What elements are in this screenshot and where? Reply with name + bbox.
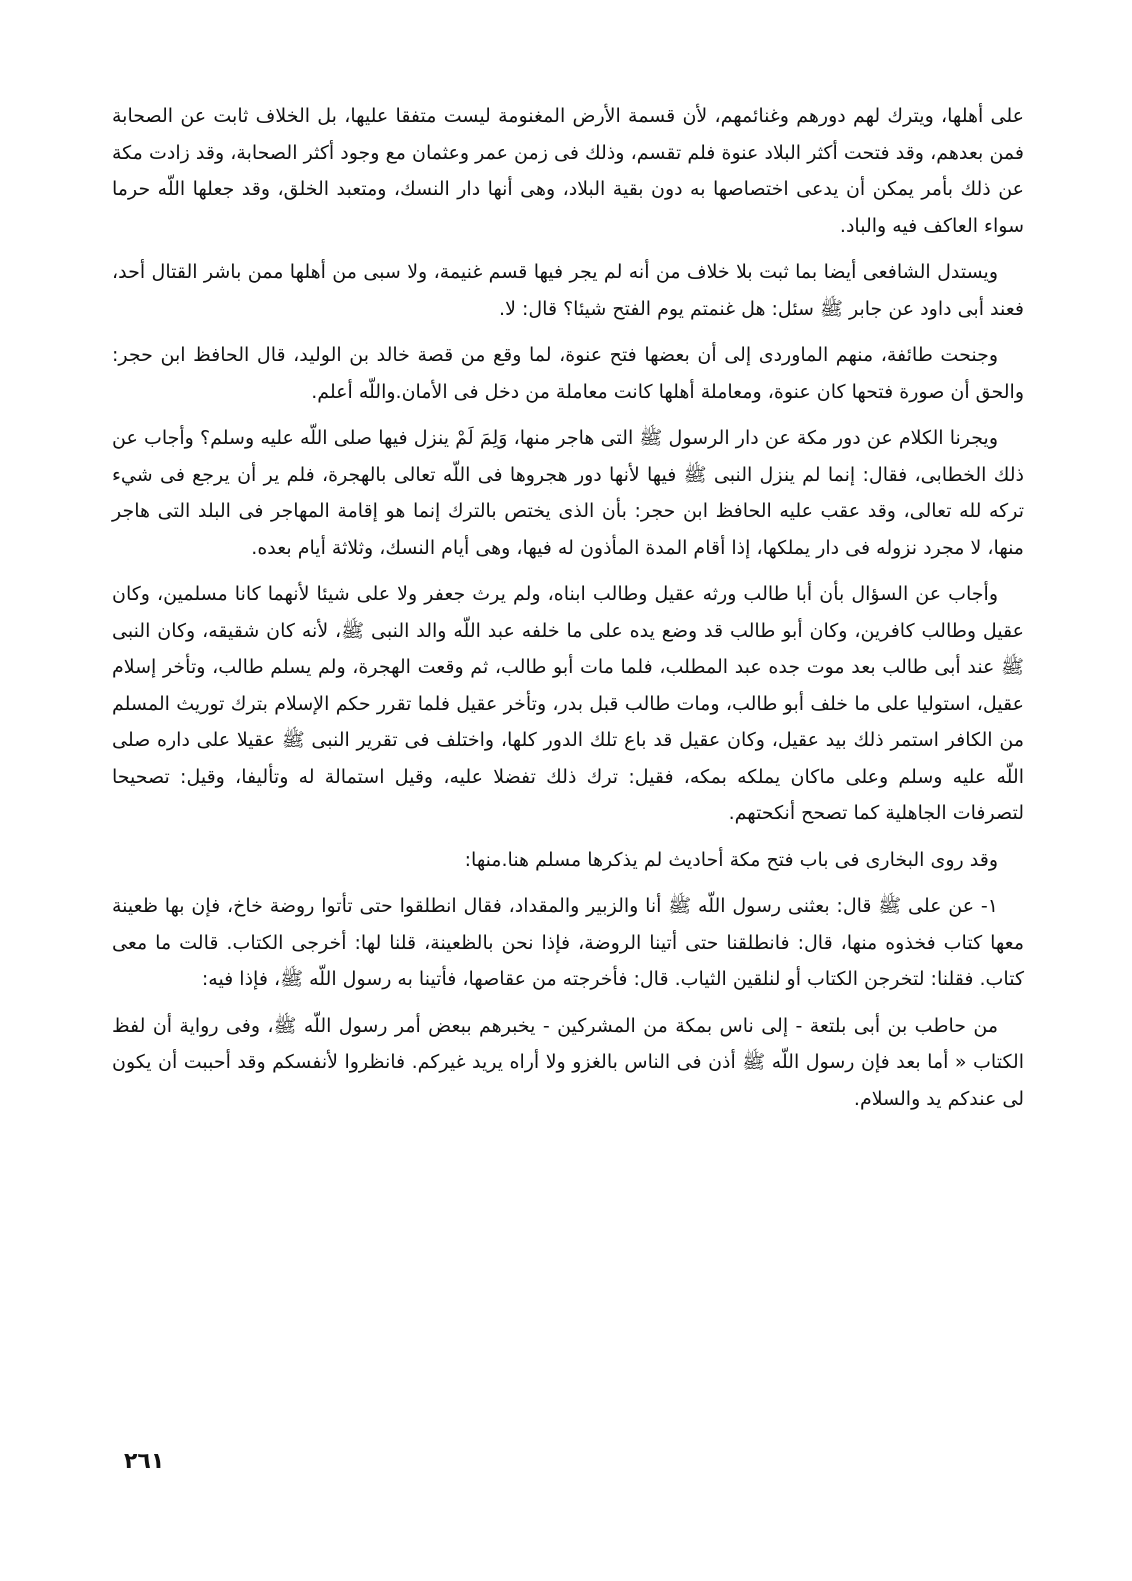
paragraph-8: من حاطب بن أبى بلتعة - إلى ناس بمكة من المشركين - يخبرهم ببعض أمر رسول اللّه ﷺ، وفى رواية أن لفظ الكتاب « أما بعد فإن رسول اللّه ﷺ أذن فى الناس بالغزو ولا أراه يريد غيركم. فانظروا لأنفسكم وقد أحببت أن يكون لى عندكم يد والسلام. [112,1014,1024,1110]
paragraph-6: وقد روى البخارى فى باب فتح مكة أحاديث لم يذكرها مسلم هنا.منها: [464,848,998,871]
paragraph-3: وجنحت طائفة، منهم الماوردى إلى أن بعضها فتح عنوة، لما وقع من قصة خالد بن الوليد، قال الحافظ ابن حجر: والحق أن صورة فتحها كان عنوة، ومعاملة أهلها كانت معاملة من دخل فى الأمان.واللّه أعلم. [112,344,1024,403]
paragraph-1: على أهلها، ويترك لهم دورهم وغنائمهم، لأن قسمة الأرض المغنومة ليست متفقا عليها، بل الخلاف ثابت عن الصحابة فمن بعدهم، وقد فتحت أكثر البلاد عنوة فلم تقسم، وذلك فى زمن عمر وعثمان مع وجود أكثر الصحابة، وقد زادت مكة عن ذلك بأمر يمكن أن يدعى اختصاصها به دون بقية البلاد، وهى أنها دار النسك، ومتعبد الخلق، وقد جعلها اللّه حرما سواء العاكف فيه والباد. [112,105,1024,237]
paragraph-7: ١- عن على ﷺ قال: بعثنى رسول اللّه ﷺ أنا والزبير والمقداد، فقال انطلقوا حتى تأتوا روضة خاخ، فإن بها ظعينة معها كتاب فخذوه منها، قال: فانطلقنا حتى أتينا الروضة، فإذا نحن بالظعينة، قلنا لها: أخرجى الكتاب. قالت ما معى كتاب. فقلنا: لتخرجن الكتاب أو لنلقين الثياب. قال: فأخرجته من عقاصها، فأتينا به رسول اللّه ﷺ، فإذا فيه: [112,895,1024,990]
paragraph-2: ويستدل الشافعى أيضا بما ثبت بلا خلاف من أنه لم يجر فيها قسم غنيمة، ولا سبى من أهلها ممن باشر القتال أحد، فعند أبى داود عن جابر ﷺ سئل: هل غنمتم يوم الفتح شيئا؟ قال: لا. [112,261,1024,320]
paragraph-4: ويجرنا الكلام عن دور مكة عن دار الرسول ﷺ التى هاجر منها، وَلِمَ لَمْ ينزل فيها صلى اللّه عليه وسلم؟ وأجاب عن ذلك الخطابى، فقال: إنما لم ينزل النبى ﷺ فيها لأنها دور هجروها فى اللّه تعالى بالهجرة، فلم ير أن يرجع فى شيء تركه لله تعالى، وقد عقب عليه الحافظ ابن حجر: بأن الذى يختص بالترك إنما هو إقامة المهاجر فى البلد التى هاجر منها، لا مجرد نزوله فى دار يملكها، إذا أقام المدة المأذون له فيها، وهى أيام النسك، وثلاثة أيام بعده. [112,427,1024,559]
paragraph-5: وأجاب عن السؤال بأن أبا طالب ورثه عقيل وطالب ابناه، ولم يرث جعفر ولا على شيئا لأنهما كانا مسلمين، وكان عقيل وطالب كافرين، وكان أبو طالب قد وضع يده على ما خلفه عبد اللّه والد النبى ﷺ، لأنه كان شقيقه، وكان النبى ﷺ عند أبى طالب بعد موت جده عبد المطلب، فلما مات أبو طالب، ثم وقعت الهجرة، ولم يسلم طالب، وتأخر إسلام عقيل، استوليا على ما خلف أبو طالب، ومات طالب قبل بدر، وتأخر عقيل فلما تقرر حكم الإسلام بترك توريث المسلم من الكافر استمر ذلك بيد عقيل، وكان عقيل قد باع تلك الدور كلها، واختلف فى تقرير النبى ﷺ عقيلا على داره صلى اللّه عليه وسلم وعلى ماكان يملكه بمكه، فقيل: ترك ذلك تفضلا عليه، وقيل استمالة له وتأليفا، وقيل: تصحيحا لتصرفات الجاهلية كما تصحح أنكحتهم. [112,583,1024,824]
page-number: ٢٦١ [124,1449,165,1474]
page-body [112,98,1024,1127]
